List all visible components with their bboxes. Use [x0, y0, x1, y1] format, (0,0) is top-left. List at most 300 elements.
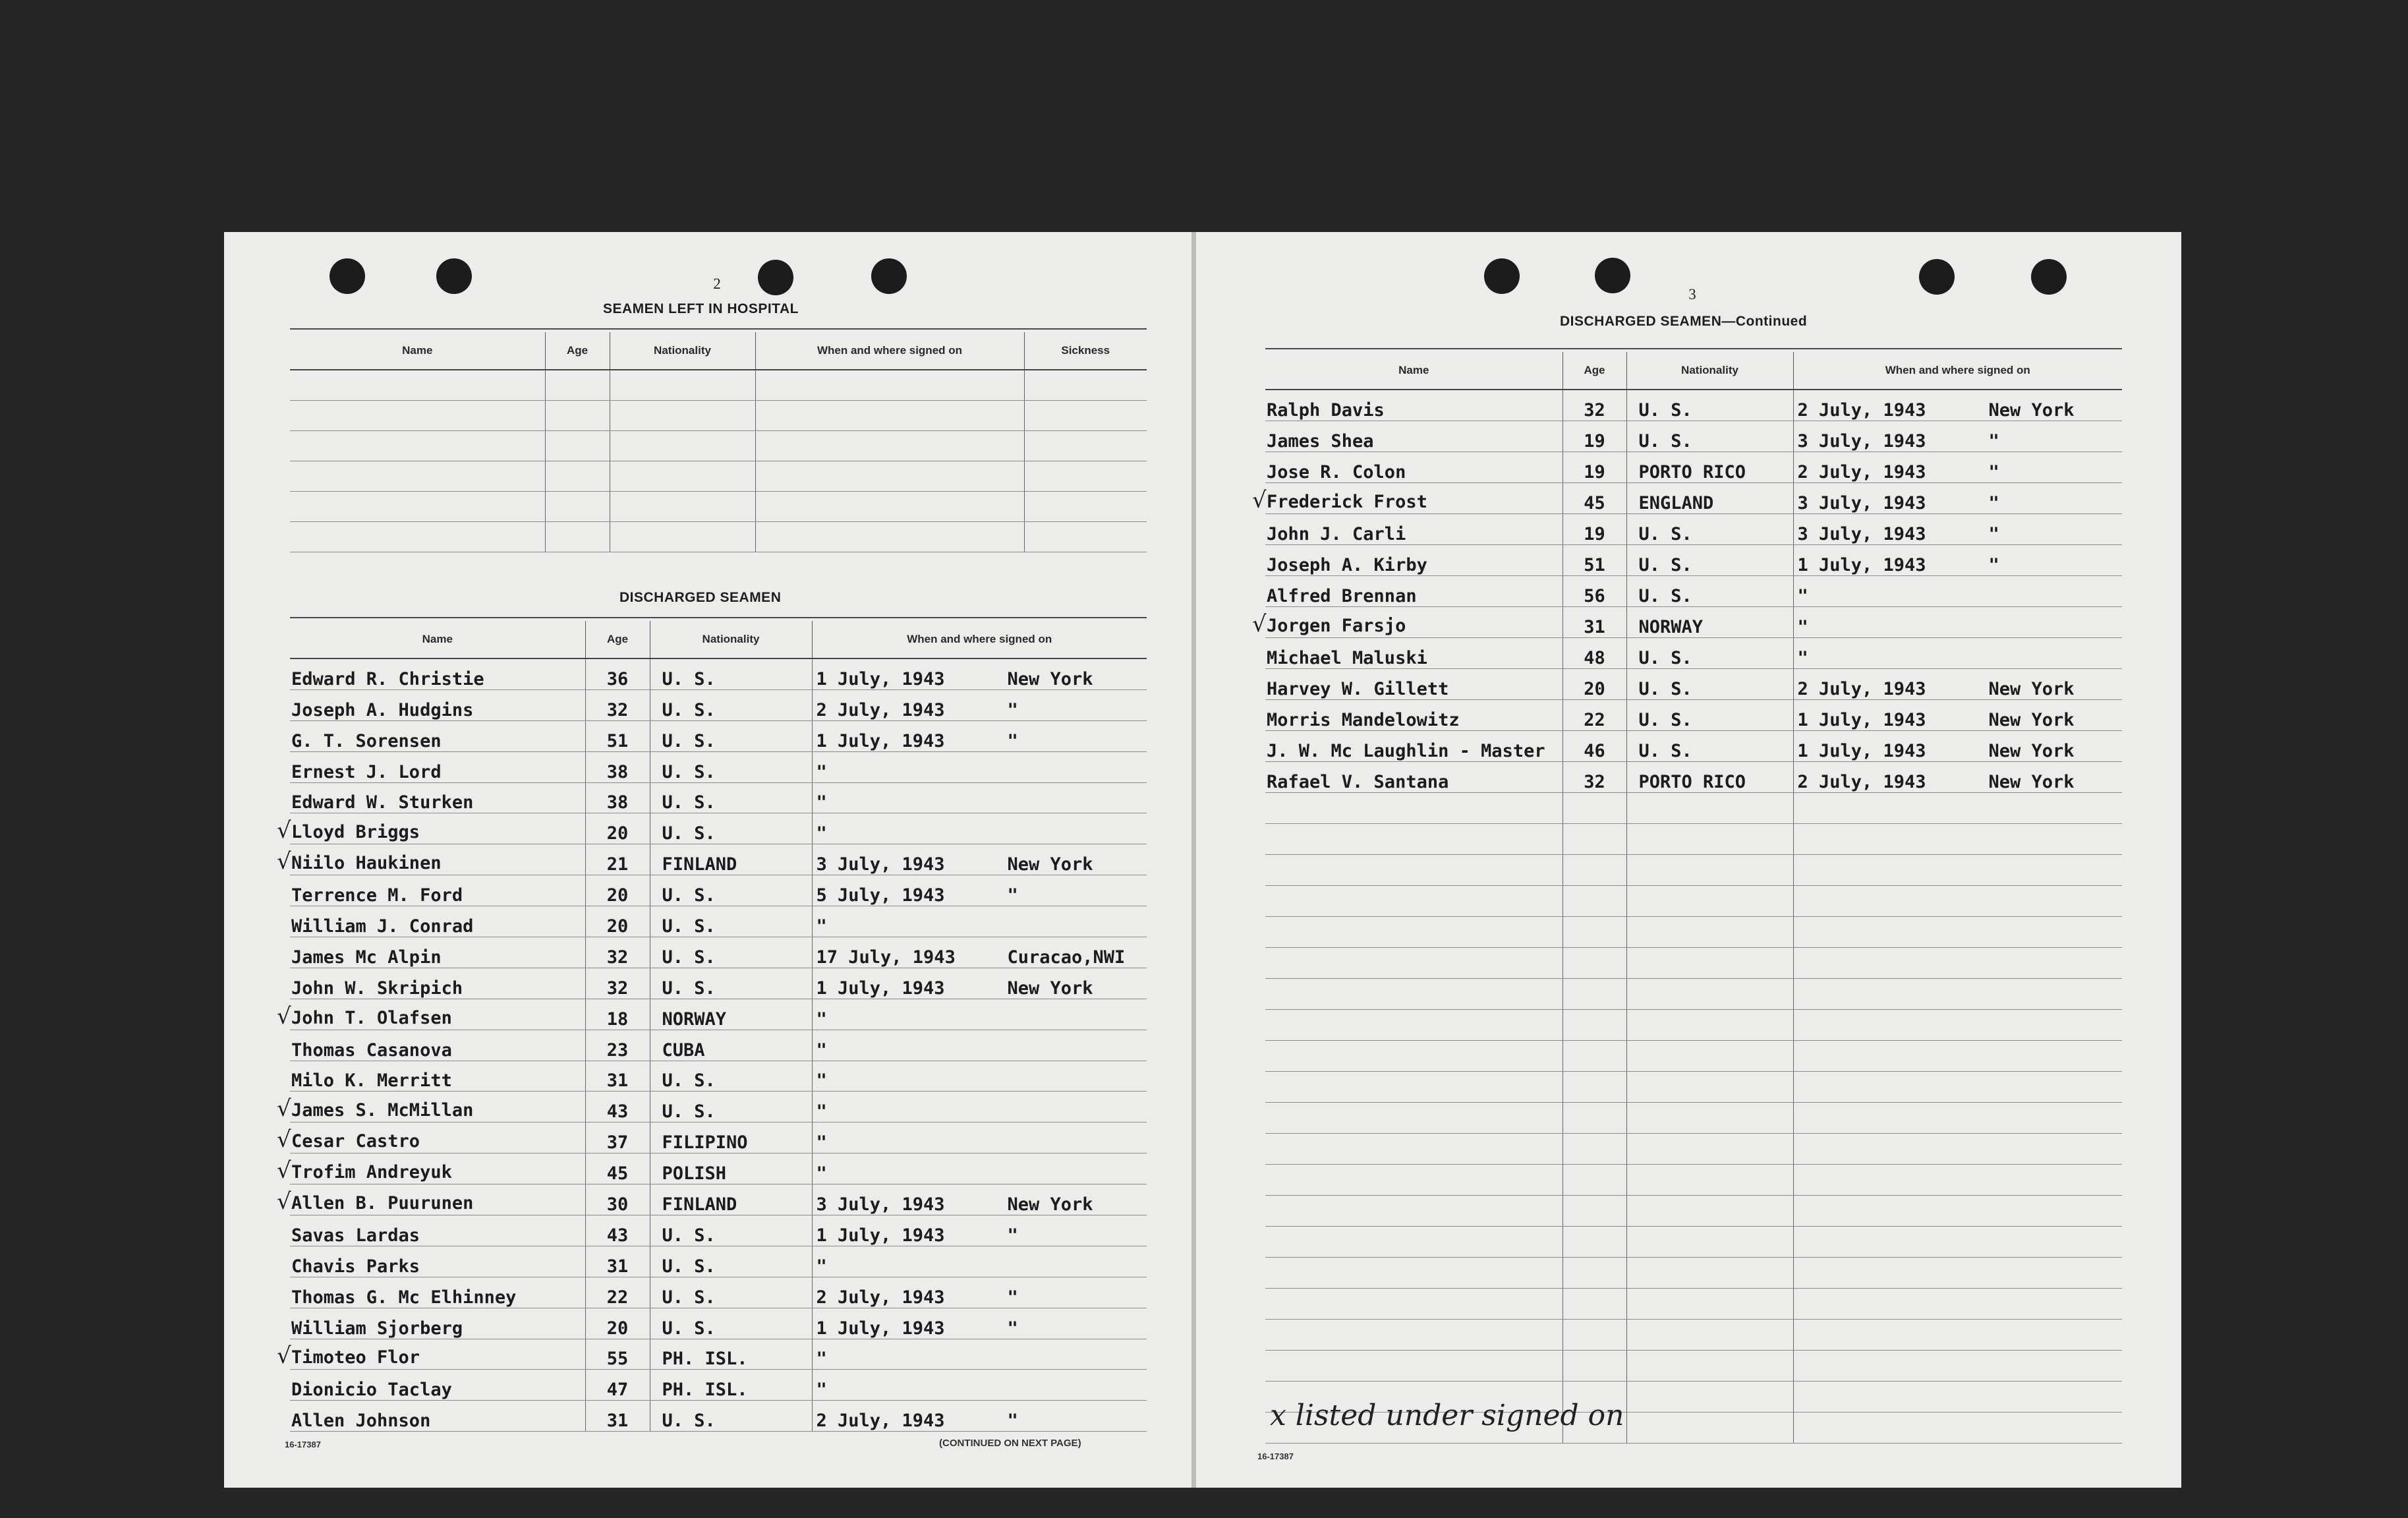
age-cell: 43 — [585, 1215, 650, 1246]
check-mark: √ — [277, 817, 291, 844]
signed-on-date: 1 July, 1943 — [816, 1318, 945, 1339]
blank-cell — [1024, 461, 1147, 492]
seaman-name-cell — [1265, 452, 1562, 483]
blank-row — [1265, 979, 2122, 1010]
blank-row — [1265, 1103, 2122, 1134]
seaman-name: Savas Lardas — [291, 1225, 420, 1246]
blank-cell — [1265, 979, 1562, 1010]
age-cell: 31 — [585, 1401, 650, 1432]
age-cell: 32 — [585, 968, 650, 999]
blank-cell — [610, 461, 755, 492]
blank-cell — [1793, 1041, 2122, 1072]
blank-cell — [545, 492, 610, 522]
blank-cell — [610, 522, 755, 552]
table-row — [290, 1153, 1147, 1184]
nationality-cell: U. S. — [650, 1401, 812, 1432]
signed-on-date: 2 July, 1943 — [1797, 679, 1926, 699]
nationality-cell: U. S. — [650, 1215, 812, 1246]
blank-row — [1265, 1072, 2122, 1103]
seaman-name: Lloyd Briggs — [291, 822, 420, 843]
blank-cell — [1562, 1010, 1626, 1041]
signed-on-place: " — [1007, 1225, 1018, 1246]
table-row — [1265, 390, 2122, 421]
signed-on-cell — [812, 782, 1147, 813]
seaman-name: Dionicio Taclay — [291, 1380, 452, 1401]
blank-cell — [1562, 1320, 1626, 1351]
age-cell: 51 — [585, 720, 650, 751]
seaman-name: Allen B. Puurunen — [291, 1193, 474, 1214]
blank-cell — [1265, 1196, 1562, 1227]
check-mark: √ — [277, 1188, 291, 1215]
seaman-name-cell — [1252, 483, 1562, 514]
column-header: Nationality — [610, 332, 755, 370]
nationality-cell: U. S. — [1626, 545, 1793, 576]
signed-on-date: " — [816, 1039, 827, 1061]
signed-on-place: New York — [1988, 710, 2075, 730]
check-mark: √ — [1252, 487, 1267, 513]
blank-cell — [1562, 793, 1626, 824]
age-cell: 37 — [585, 1123, 650, 1153]
nationality-cell: NORWAY — [650, 999, 812, 1030]
blank-cell — [1562, 1289, 1626, 1320]
seaman-name-cell — [277, 1339, 585, 1370]
seaman-name: Thomas G. Mc Elhinney — [291, 1287, 517, 1308]
seaman-name: Harvey W. Gillett — [1267, 679, 1449, 699]
blank-cell — [1024, 431, 1147, 461]
seaman-name: James Shea — [1267, 431, 1374, 452]
check-mark: √ — [277, 848, 291, 875]
table-row — [290, 999, 1147, 1030]
seaman-name: Cesar Castro — [291, 1131, 420, 1152]
seaman-name: Ernest J. Lord — [291, 761, 442, 782]
seaman-name-cell — [1265, 421, 1562, 452]
blank-cell — [1626, 1289, 1793, 1320]
seaman-name: Allen Johnson — [291, 1411, 431, 1432]
page-number: 3 — [1688, 286, 1696, 303]
seaman-name: Alfred Brennan — [1267, 586, 1417, 606]
nationality-cell: U. S. — [650, 937, 812, 968]
nationality-cell: ENGLAND — [1626, 483, 1793, 514]
seaman-name: G. T. Sorensen — [291, 730, 442, 751]
nationality-cell: U. S. — [650, 875, 812, 906]
continued-note: (CONTINUED ON NEXT PAGE) — [939, 1438, 1081, 1449]
table-row — [290, 844, 1147, 875]
hospital-table — [290, 332, 1147, 552]
nationality-cell: NORWAY — [1626, 607, 1793, 638]
seaman-name: Joseph A. Hudgins — [291, 699, 474, 720]
table-row — [1265, 607, 2122, 638]
signed-on-place: New York — [1007, 1194, 1093, 1215]
seaman-name: Ralph Davis — [1267, 400, 1385, 421]
blank-cell — [1626, 1413, 1793, 1444]
signed-on-date: " — [816, 1349, 827, 1370]
age-cell: 19 — [1562, 452, 1626, 483]
signed-on-cell — [1793, 731, 2122, 762]
page-title: DISCHARGED SEAMEN—Continued — [1560, 314, 1808, 329]
blank-cell — [1265, 886, 1562, 917]
signed-on-cell — [812, 813, 1147, 844]
nationality-cell: PH. ISL. — [650, 1370, 812, 1401]
blank-row — [290, 431, 1147, 461]
signed-on-date: 1 July, 1943 — [816, 668, 945, 689]
table-row — [290, 1370, 1147, 1401]
blank-cell — [545, 431, 610, 461]
blank-row — [290, 401, 1147, 431]
blank-cell — [1265, 1103, 1562, 1134]
seaman-name-cell — [1265, 731, 1562, 762]
age-cell: 51 — [1562, 545, 1626, 576]
blank-cell — [1562, 886, 1626, 917]
nationality-cell: U. S. — [1626, 421, 1793, 452]
signed-on-place: New York — [1007, 854, 1093, 875]
seaman-name-cell — [290, 751, 585, 782]
signed-on-date: 2 July, 1943 — [816, 699, 945, 720]
blank-cell — [1626, 824, 1793, 855]
form-code: 16-17387 — [1257, 1451, 1294, 1461]
blank-cell — [755, 370, 1024, 401]
signed-on-date: 2 July, 1943 — [816, 1411, 945, 1432]
check-mark: √ — [277, 1003, 291, 1030]
signed-on-date: 17 July, 1943 — [816, 947, 956, 968]
blank-row — [1265, 1134, 2122, 1165]
seaman-name: J. W. Mc Laughlin - Master — [1267, 741, 1545, 761]
punch-hole — [758, 260, 793, 295]
blank-row — [1265, 1289, 2122, 1320]
seaman-name-cell — [290, 1277, 585, 1308]
signed-on-date: 3 July, 1943 — [816, 1194, 945, 1215]
blank-row — [1265, 1041, 2122, 1072]
age-cell: 56 — [1562, 576, 1626, 607]
seaman-name: Niilo Haukinen — [291, 853, 442, 874]
blank-cell — [610, 431, 755, 461]
seaman-name-cell — [1265, 390, 1562, 421]
seaman-name-cell — [1265, 545, 1562, 576]
signed-on-date: 1 July, 1943 — [1797, 710, 1926, 730]
blank-cell — [1626, 948, 1793, 979]
signed-on-cell — [812, 1092, 1147, 1123]
signed-on-date: 2 July, 1943 — [1797, 400, 1926, 421]
age-cell: 46 — [1562, 731, 1626, 762]
signed-on-cell — [812, 937, 1147, 968]
signed-on-cell — [812, 1061, 1147, 1092]
blank-cell — [610, 492, 755, 522]
blank-cell — [1265, 1072, 1562, 1103]
page-number: 2 — [713, 276, 721, 292]
age-cell: 45 — [585, 1153, 650, 1184]
nationality-cell: U. S. — [650, 968, 812, 999]
table-row — [1265, 514, 2122, 545]
table-row — [290, 1123, 1147, 1153]
seaman-name-cell — [1265, 514, 1562, 545]
blank-cell — [545, 522, 610, 552]
blank-row — [1265, 793, 2122, 824]
blank-cell — [1562, 1041, 1626, 1072]
signed-on-cell — [1793, 762, 2122, 793]
blank-cell — [1626, 1351, 1793, 1382]
seaman-name-cell — [290, 1030, 585, 1061]
blank-cell — [1265, 1258, 1562, 1289]
table-row — [290, 689, 1147, 720]
blank-row — [1265, 824, 2122, 855]
signed-on-cell — [812, 999, 1147, 1030]
column-header: Name — [290, 332, 545, 370]
nationality-cell: FILIPINO — [650, 1123, 812, 1153]
seaman-name-cell — [277, 1184, 585, 1215]
column-header: Age — [1562, 352, 1626, 390]
seaman-name-cell — [290, 1308, 585, 1339]
seaman-name: Terrence M. Ford — [291, 885, 463, 906]
signed-on-cell — [812, 1123, 1147, 1153]
signed-on-date: 3 July, 1943 — [1797, 493, 1926, 513]
blank-cell — [1562, 1196, 1626, 1227]
signed-on-place: New York — [1988, 679, 2075, 699]
blank-cell — [1265, 1227, 1562, 1258]
nationality-cell: U. S. — [650, 658, 812, 689]
table-row — [290, 782, 1147, 813]
divider — [290, 617, 1147, 618]
signed-on-date: " — [816, 761, 827, 782]
seaman-name-cell — [277, 844, 585, 875]
seaman-name-cell — [290, 720, 585, 751]
blank-row — [1265, 1196, 2122, 1227]
blank-row — [1265, 948, 2122, 979]
blank-cell — [1265, 824, 1562, 855]
seaman-name: Thomas Casanova — [291, 1039, 452, 1061]
signed-on-place: New York — [1007, 978, 1093, 999]
age-cell: 55 — [585, 1339, 650, 1370]
nationality-cell: PORTO RICO — [1626, 762, 1793, 793]
blank-cell — [1265, 948, 1562, 979]
seaman-name: Rafael V. Santana — [1267, 772, 1449, 792]
blank-row — [1265, 855, 2122, 886]
signed-on-cell — [1793, 700, 2122, 731]
nationality-cell: U. S. — [650, 813, 812, 844]
seaman-name-cell — [290, 906, 585, 937]
age-cell: 20 — [585, 1308, 650, 1339]
blank-cell — [1562, 1227, 1626, 1258]
seaman-name: Jorgen Farsjo — [1267, 616, 1406, 636]
age-cell: 48 — [1562, 638, 1626, 669]
table-row — [290, 658, 1147, 689]
age-cell: 20 — [585, 813, 650, 844]
signed-on-place: " — [1007, 730, 1018, 751]
signed-on-date: 1 July, 1943 — [1797, 555, 1926, 575]
blank-cell — [1562, 1103, 1626, 1134]
seaman-name-cell — [290, 1401, 585, 1432]
seaman-name: Timoteo Flor — [291, 1347, 420, 1368]
nationality-cell: PORTO RICO — [1626, 452, 1793, 483]
signed-on-cell — [1793, 390, 2122, 421]
blank-cell — [545, 401, 610, 431]
blank-cell — [1265, 1134, 1562, 1165]
blank-cell — [1626, 886, 1793, 917]
seaman-name: John J. Carli — [1267, 524, 1406, 544]
blank-row — [1265, 1010, 2122, 1041]
seaman-name-cell — [290, 782, 585, 813]
age-cell: 31 — [585, 1246, 650, 1277]
signed-on-place: " — [1988, 431, 1999, 452]
column-header: Nationality — [1626, 352, 1793, 390]
signed-on-cell — [1793, 607, 2122, 638]
signed-on-date: " — [816, 792, 827, 813]
seaman-name-cell — [277, 1123, 585, 1153]
blank-cell — [1562, 979, 1626, 1010]
blank-cell — [1793, 917, 2122, 948]
blank-row — [290, 492, 1147, 522]
blank-cell — [1562, 1134, 1626, 1165]
signed-on-place: " — [1007, 885, 1018, 906]
column-header: Name — [1265, 352, 1562, 390]
nationality-cell: U. S. — [1626, 700, 1793, 731]
nationality-cell: U. S. — [650, 782, 812, 813]
signed-on-cell — [812, 1030, 1147, 1061]
column-header: When and where signed on — [755, 332, 1024, 370]
table-row — [290, 1246, 1147, 1277]
seaman-name-cell — [290, 1061, 585, 1092]
blank-cell — [755, 431, 1024, 461]
seaman-name: Michael Maluski — [1267, 648, 1427, 668]
blank-cell — [1626, 1258, 1793, 1289]
blank-cell — [1626, 793, 1793, 824]
blank-cell — [1626, 1134, 1793, 1165]
seaman-name: Morris Mandelowitz — [1267, 710, 1460, 730]
table-row — [290, 1277, 1147, 1308]
nationality-cell: U. S. — [650, 1061, 812, 1092]
signed-on-cell — [1793, 669, 2122, 700]
blank-cell — [1265, 1041, 1562, 1072]
check-mark: √ — [277, 1126, 291, 1153]
seaman-name: James Mc Alpin — [291, 947, 442, 968]
table-row — [290, 937, 1147, 968]
seaman-name-cell — [1265, 762, 1562, 793]
blank-cell — [1793, 855, 2122, 886]
blank-cell — [290, 370, 545, 401]
age-cell: 43 — [585, 1092, 650, 1123]
seaman-name: Joseph A. Kirby — [1267, 555, 1427, 575]
blank-cell — [1626, 1165, 1793, 1196]
signed-on-place: " — [1988, 555, 1999, 575]
nationality-cell: POLISH — [650, 1153, 812, 1184]
table-row — [290, 875, 1147, 906]
nationality-cell: U. S. — [650, 689, 812, 720]
blank-cell — [290, 522, 545, 552]
nationality-cell: FINLAND — [650, 844, 812, 875]
seaman-name-cell — [290, 875, 585, 906]
blank-cell — [1562, 1072, 1626, 1103]
blank-cell — [1626, 1103, 1793, 1134]
blank-cell — [1793, 1165, 2122, 1196]
signed-on-date: " — [816, 1132, 827, 1153]
blank-cell — [1626, 1227, 1793, 1258]
age-cell: 22 — [585, 1277, 650, 1308]
discharged-seamen-table — [277, 621, 1147, 1432]
nationality-cell: U. S. — [650, 906, 812, 937]
blank-cell — [290, 461, 545, 492]
signed-on-date: " — [816, 823, 827, 844]
blank-cell — [610, 401, 755, 431]
age-cell: 31 — [1562, 607, 1626, 638]
punch-hole — [1595, 258, 1630, 293]
blank-cell — [1265, 1010, 1562, 1041]
signed-on-date: 2 July, 1943 — [1797, 462, 1926, 482]
signed-on-place: New York — [1988, 772, 2075, 792]
signed-on-date: " — [816, 1008, 827, 1030]
signed-on-cell — [812, 844, 1147, 875]
signed-on-date: " — [1797, 586, 1808, 606]
seaman-name-cell — [1265, 576, 1562, 607]
column-header: Age — [545, 332, 610, 370]
blank-row — [1265, 1165, 2122, 1196]
signed-on-date: " — [816, 1380, 827, 1401]
seaman-name: John T. Olafsen — [291, 1007, 452, 1028]
seaman-name: Edward R. Christie — [291, 668, 484, 689]
blank-cell — [1626, 1010, 1793, 1041]
right-page — [1196, 232, 2181, 1488]
blank-cell — [1793, 1382, 2122, 1413]
table-row — [1265, 545, 2122, 576]
column-header: Nationality — [650, 621, 812, 658]
signed-on-date: " — [1797, 617, 1808, 637]
column-header: When and where signed on — [812, 621, 1147, 658]
signed-on-date: 3 July, 1943 — [1797, 431, 1926, 452]
signed-on-place: " — [1007, 699, 1018, 720]
seaman-name-cell — [277, 999, 585, 1030]
check-mark: √ — [277, 1095, 291, 1123]
table-row — [290, 813, 1147, 844]
age-cell: 19 — [1562, 421, 1626, 452]
table-row — [1265, 762, 2122, 793]
blank-cell — [1265, 917, 1562, 948]
seaman-name-cell — [1265, 700, 1562, 731]
age-cell: 19 — [1562, 514, 1626, 545]
table-row — [290, 1401, 1147, 1432]
signed-on-cell — [812, 689, 1147, 720]
nationality-cell: PH. ISL. — [650, 1339, 812, 1370]
table-row — [290, 1184, 1147, 1215]
nationality-cell: U. S. — [650, 1308, 812, 1339]
form-code: 16-17387 — [285, 1440, 321, 1449]
table-row — [1265, 483, 2122, 514]
seaman-name: Edward W. Sturken — [291, 792, 474, 813]
blank-cell — [1793, 824, 2122, 855]
signed-on-cell — [1793, 514, 2122, 545]
blank-cell — [1562, 1165, 1626, 1196]
blank-cell — [1265, 793, 1562, 824]
age-cell: 32 — [1562, 762, 1626, 793]
blank-cell — [1793, 1258, 2122, 1289]
blank-cell — [1562, 855, 1626, 886]
signed-on-date: 1 July, 1943 — [1797, 741, 1926, 761]
punch-hole — [330, 258, 365, 294]
table-row — [290, 1339, 1147, 1370]
table-row — [1265, 669, 2122, 700]
blank-row — [290, 461, 1147, 492]
nationality-cell: U. S. — [1626, 514, 1793, 545]
seaman-name: Jose R. Colon — [1267, 462, 1406, 482]
blank-cell — [1793, 1227, 2122, 1258]
signed-on-cell — [812, 1153, 1147, 1184]
blank-cell — [1265, 855, 1562, 886]
age-cell: 36 — [585, 658, 650, 689]
signed-on-date: 2 July, 1943 — [1797, 772, 1926, 792]
seaman-name-cell — [277, 1092, 585, 1123]
table-row — [290, 1092, 1147, 1123]
blank-cell — [1793, 1413, 2122, 1444]
blank-cell — [1793, 1010, 2122, 1041]
discharged-seamen-continued-table — [1252, 352, 2122, 1444]
signed-on-place: New York — [1988, 400, 2075, 421]
age-cell: 38 — [585, 751, 650, 782]
